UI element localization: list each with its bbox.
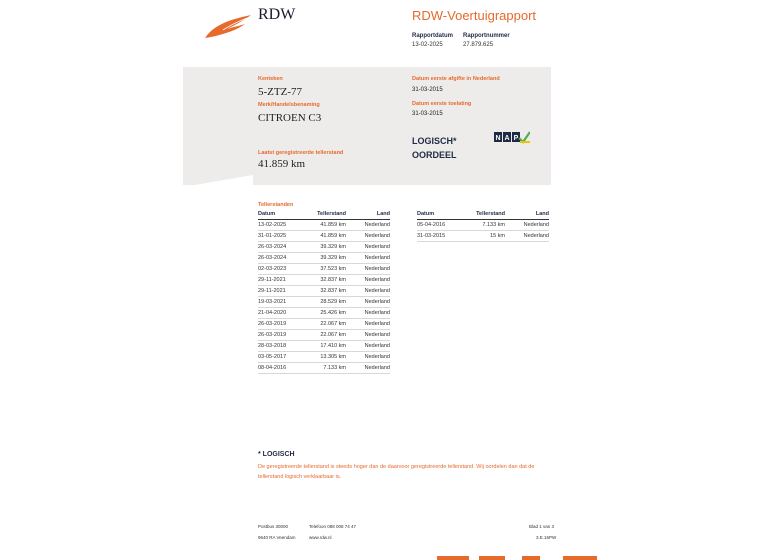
- bottom-decoration: [563, 556, 597, 560]
- table-row: [258, 242, 390, 253]
- col-date: Datum: [417, 210, 469, 220]
- svg-text:N: N: [495, 135, 501, 142]
- cell-km: 28.529 km: [310, 297, 346, 308]
- make-label: Merk/Handelsbenaming: [258, 102, 320, 108]
- cell-date: 29-11-2021: [258, 275, 310, 286]
- cell-country: Nederland: [346, 352, 390, 363]
- svg-text:A: A: [504, 135, 510, 142]
- cell-km: 17.410 km: [310, 341, 346, 352]
- cell-date: 05-04-2016: [417, 220, 469, 231]
- cell-km: 22.067 km: [310, 319, 346, 330]
- col-km: Tellerstand: [310, 210, 346, 220]
- cell-date: 26-03-2019: [258, 330, 310, 341]
- verdict: [412, 134, 457, 162]
- report-date-label: Rapportdatum: [412, 33, 453, 39]
- table-row: [258, 330, 390, 341]
- cell-country: Nederland: [505, 231, 549, 242]
- mileage-value: 41.859 km: [258, 158, 306, 170]
- cell-km: 25.426 km: [310, 308, 346, 319]
- cell-country: Nederland: [346, 308, 390, 319]
- report-number-block: [463, 33, 510, 48]
- table-row: [417, 231, 549, 242]
- footer-address-1: Postbus 30000: [258, 524, 289, 529]
- vehicle-summary-panel: [183, 67, 551, 185]
- cell-km: 41.859 km: [310, 231, 346, 242]
- cell-country: Nederland: [346, 264, 390, 275]
- cell-km: 37.523 km: [310, 264, 346, 275]
- verdict-line-1: LOGISCH*: [412, 136, 457, 146]
- cell-date: 31-01-2025: [258, 231, 310, 242]
- col-country: Land: [505, 210, 549, 220]
- bottom-decoration: [437, 556, 469, 560]
- report-date: 13-02-2025: [412, 42, 443, 48]
- verdict-line-2: OORDEEL: [412, 150, 457, 160]
- cell-km: 7.133 km: [469, 220, 505, 231]
- mileage-label: Laatst geregistreerde tellerstand: [258, 150, 344, 156]
- table-header-row: [258, 210, 390, 220]
- cell-date: 03-05-2017: [258, 352, 310, 363]
- cell-country: Nederland: [346, 330, 390, 341]
- cell-date: 28-03-2018: [258, 341, 310, 352]
- plate-value: 5-ZTZ-77: [258, 86, 302, 98]
- table-row: [258, 264, 390, 275]
- footnote-text: De geregistreerde tellerstand is steeds hoger dan de daarvoor geregistreerde tellerstand. Wij oordelen dan dat de tellerstand logisch verklaarbaar is.: [258, 464, 535, 480]
- cell-country: Nederland: [505, 220, 549, 231]
- table-row: [258, 363, 390, 374]
- table-row: [258, 275, 390, 286]
- cell-date: 26-03-2024: [258, 253, 310, 264]
- footer-address-2: 9640 RA Veendam: [258, 535, 296, 540]
- svg-text:P: P: [513, 135, 519, 142]
- cell-km: 22.067 km: [310, 330, 346, 341]
- cell-country: Nederland: [346, 275, 390, 286]
- cell-km: 32.837 km: [310, 286, 346, 297]
- first-nl-label: Datum eerste afgifte in Nederland: [412, 76, 500, 82]
- footer-web: www.rdw.nl: [309, 535, 332, 540]
- nap-logo-icon: [494, 131, 530, 144]
- table-row: [258, 319, 390, 330]
- col-date: Datum: [258, 210, 310, 220]
- cell-country: Nederland: [346, 220, 390, 231]
- report-date-block: [412, 33, 453, 48]
- cell-km: 41.859 km: [310, 220, 346, 231]
- cell-km: 39.329 km: [310, 253, 346, 264]
- cell-country: Nederland: [346, 242, 390, 253]
- readings-table-right: [417, 210, 549, 242]
- report-number-label: Rapportnummer: [463, 33, 510, 39]
- table-row: [258, 253, 390, 264]
- cell-country: Nederland: [346, 363, 390, 374]
- footer-phone: Telefoon 088 008 74 47: [309, 524, 357, 529]
- rdw-logo: [203, 12, 253, 40]
- table-row: [258, 352, 390, 363]
- footnote-title: * LOGISCH: [258, 451, 295, 458]
- plate-label: Kenteken: [258, 76, 283, 82]
- cell-km: 15 km: [469, 231, 505, 242]
- bottom-decoration: [522, 556, 540, 560]
- make-value: CITROEN C3: [258, 112, 322, 124]
- table-row: [258, 297, 390, 308]
- cell-date: 31-03-2015: [417, 231, 469, 242]
- first-nl-value: 31-03-2015: [412, 87, 443, 93]
- first-admission-value: 31-03-2015: [412, 111, 443, 117]
- col-country: Land: [346, 210, 390, 220]
- table-row: [258, 308, 390, 319]
- cell-date: 21-04-2020: [258, 308, 310, 319]
- readings-title: Tellerstanden: [258, 202, 294, 208]
- cell-km: 32.837 km: [310, 275, 346, 286]
- cell-country: Nederland: [346, 341, 390, 352]
- cell-country: Nederland: [346, 297, 390, 308]
- cell-km: 39.329 km: [310, 242, 346, 253]
- cell-date: 26-03-2019: [258, 319, 310, 330]
- cell-km: 13.305 km: [310, 352, 346, 363]
- brand-name: RDW: [258, 6, 296, 23]
- cell-date: 02-03-2023: [258, 264, 310, 275]
- cell-km: 7.133 km: [310, 363, 346, 374]
- cell-country: Nederland: [346, 231, 390, 242]
- readings-table-left: [258, 210, 390, 374]
- bottom-decoration: [479, 556, 505, 560]
- table-row: [258, 341, 390, 352]
- cell-date: 19-03-2021: [258, 297, 310, 308]
- cell-country: Nederland: [346, 319, 390, 330]
- report-title: RDW-Voertuigrapport: [412, 8, 537, 23]
- cell-country: Nederland: [346, 253, 390, 264]
- table-row: [258, 286, 390, 297]
- table-row: [417, 220, 549, 231]
- cell-date: 13-02-2025: [258, 220, 310, 231]
- cell-date: 26-03-2024: [258, 242, 310, 253]
- first-admission-label: Datum eerste toelating: [412, 101, 472, 107]
- footer-page: Blad 1 van 3: [529, 524, 555, 529]
- cell-date: 29-11-2021: [258, 286, 310, 297]
- footer-code: 3.E.16PW: [536, 535, 557, 540]
- table-row: [258, 231, 390, 242]
- table-header-row: [417, 210, 549, 220]
- cell-date: 08-04-2016: [258, 363, 310, 374]
- table-row: [258, 220, 390, 231]
- cell-country: Nederland: [346, 286, 390, 297]
- report-number: 27.879.625: [463, 42, 494, 48]
- col-km: Tellerstand: [469, 210, 505, 220]
